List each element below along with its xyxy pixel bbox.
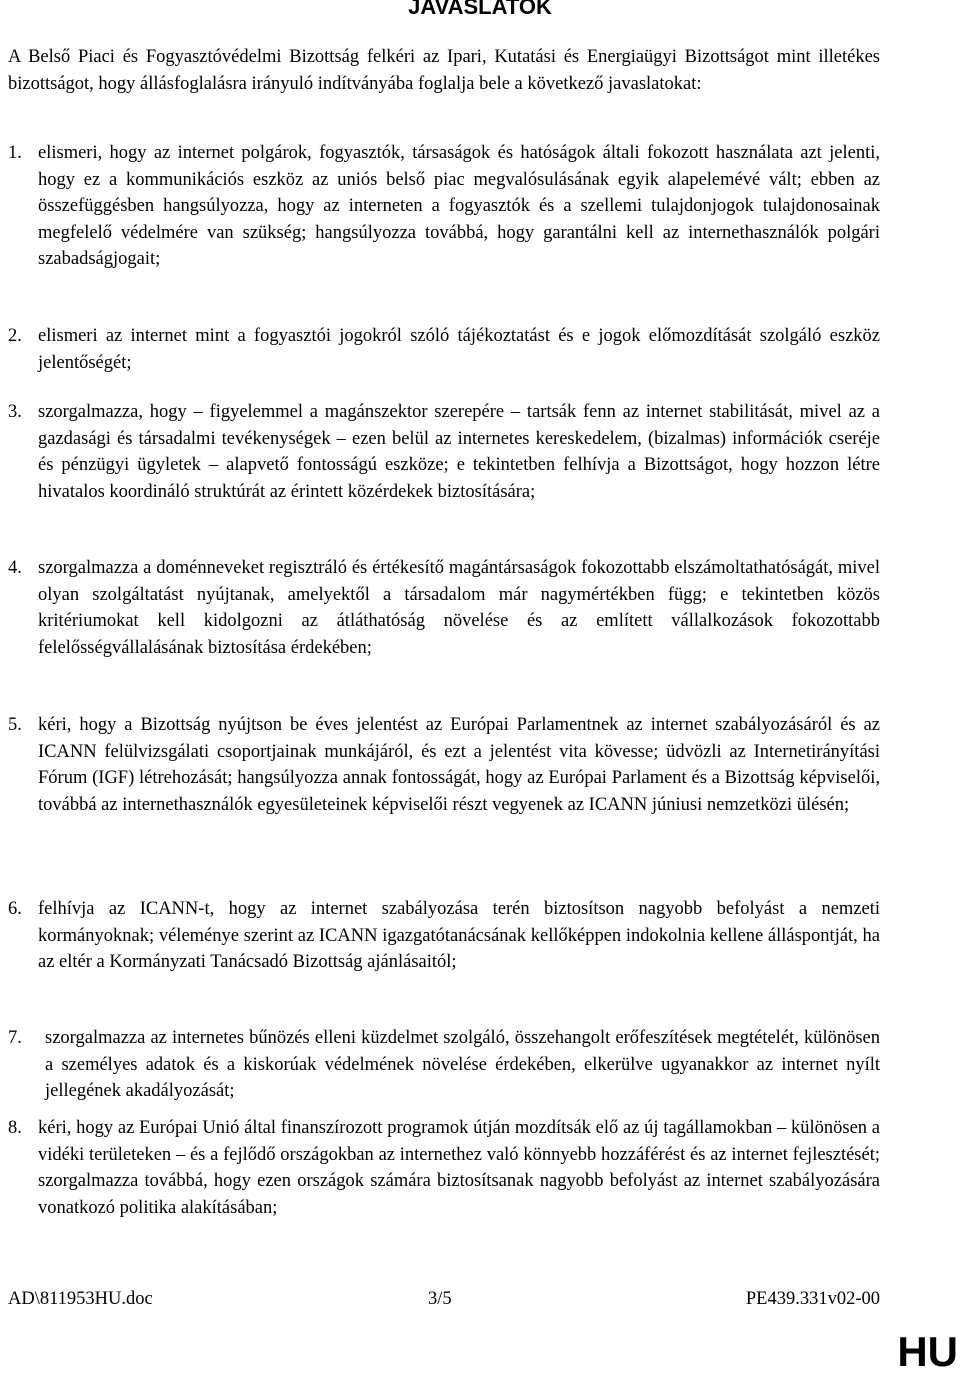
list-item-6 <box>8 896 880 976</box>
page-number: 3/5 <box>428 1289 452 1309</box>
list-item-1 <box>8 140 880 273</box>
item-number: 3. <box>8 402 22 422</box>
item-text: szorgalmazza az internetes bűnözés elleni küzdelmet szolgáló, összehangolt erőfeszítések megtételét, különösen a személyes adatok és a kiskorúak védelmének növelése érdekében, elkerülve ugyanakkor az internet nyílt jellegének akadályozását; <box>45 1028 880 1101</box>
item-number: 8. <box>8 1118 22 1138</box>
item-number: 7. <box>8 1028 22 1048</box>
item-number: 4. <box>8 558 22 578</box>
list-item-8 <box>8 1115 880 1221</box>
intro-paragraph: A Belső Piaci és Fogyasztóvédelmi Bizottság felkéri az Ipari, Kutatási és Energiaügyi Bizottságot mint illetékes bizottságot, hogy állásfoglalásra irányuló indítványába foglalja bele a következő javaslatokat: <box>8 47 880 94</box>
item-text: kéri, hogy a Bizottság nyújtson be éves jelentést az Európai Parlamentnek az internet szabályozásáról és az ICANN felülvizsgálati csoportjainak munkájáról, és ezt a jelentést vita kövesse; üdvözli az Internetirányítási Fórum (IGF) létrehozását; hangsúlyozza annak fontosságát, hogy az Európai Parlament és a Bizottság képviselői, továbbá az internethasználók egyesületeinek képviselői részt vegyenek az ICANN júniusi nemzetközi ülésén; <box>38 715 880 815</box>
item-number: 2. <box>8 326 22 346</box>
item-text: elismeri az internet mint a fogyasztói jogokról szóló tájékoztatást és e jogok előmozdítását szolgáló eszköz jelentőségét; <box>38 326 880 373</box>
item-text: szorgalmazza a doménneveket regisztráló és értékesítő magántársaságok fokozottabb elszámoltathatóságát, mivel olyan szolgáltatást nyújtanak, amelyektől a társadalom már nagymértékben függ; e tekintetben közös kritériumokat kell kidolgozni az átláthatóság növelése és az említett vállalkozások fokozottabb felelősségvállalásának biztosítása érdekében; <box>38 558 880 658</box>
document-reference: AD\811953HU.doc <box>8 1289 153 1309</box>
item-text: szorgalmazza, hogy – figyelemmel a magánszektor szerepére – tartsák fenn az internet stabilitását, mivel az a gazdasági és társadalmi tevékenységek – ezen belül az internetes kereskedelem, (bizalmas) információk cseréje és pénzügyi ügyletek – alapvető fontosságú eszköze; e tekintetben felhívja a Bizottságot, hogy hozzon létre hivatalos koordináló struktúrát az érintett közérdekek biztosítására; <box>38 402 880 502</box>
list-item-2 <box>8 323 880 376</box>
item-text: elismeri, hogy az internet polgárok, fogyasztók, társaságok és hatóságok általi fokozott használata azt jelenti, hogy ez a kommunikációs eszköz az uniós belső piac megvalósulásának egyik alapelemévé vált; ebben az összefüggésben hangsúlyozza, hogy az interneten a fogyasztók és a szellemi tulajdonjogok tulajdonosainak megfelelő védelmére van szükség; hangsúlyozza továbbá, hogy garantálni kell az internethasználók polgári szabadságjogait; <box>38 143 880 269</box>
item-number: 1. <box>8 143 22 163</box>
item-number: 6. <box>8 899 22 919</box>
pe-reference: PE439.331v02-00 <box>745 1289 880 1309</box>
item-number: 5. <box>8 715 22 735</box>
list-item-5 <box>8 712 880 818</box>
language-code: HU <box>897 1328 958 1375</box>
list-item-3 <box>8 399 880 505</box>
page-footer <box>8 1287 880 1311</box>
list-item-7 <box>8 1025 880 1105</box>
document-title: JAVASLATOK <box>408 0 552 19</box>
item-text: felhívja az ICANN-t, hogy az internet szabályozása terén biztosítson nagyobb befolyást a nemzeti kormányoknak; véleménye szerint az ICANN igazgatótanácsának kellőképpen indokolnia kellene álláspontját, ha az eltér a Kormányzati Tanácsadó Bizottság ajánlásaitól; <box>38 899 880 972</box>
list-item-4 <box>8 555 880 661</box>
item-text: kéri, hogy az Európai Unió által finanszírozott programok útján mozdítsák elő az új tagállamokban – különösen a vidéki területeken – és a fejlődő országokban az internethez való könnyebb hozzáférést és az internet fejlesztését; szorgalmazza továbbá, hogy ezen országok számára biztosítsanak nagyobb befolyást az internet szabályozására vonatkozó politika alakításában; <box>38 1118 880 1218</box>
